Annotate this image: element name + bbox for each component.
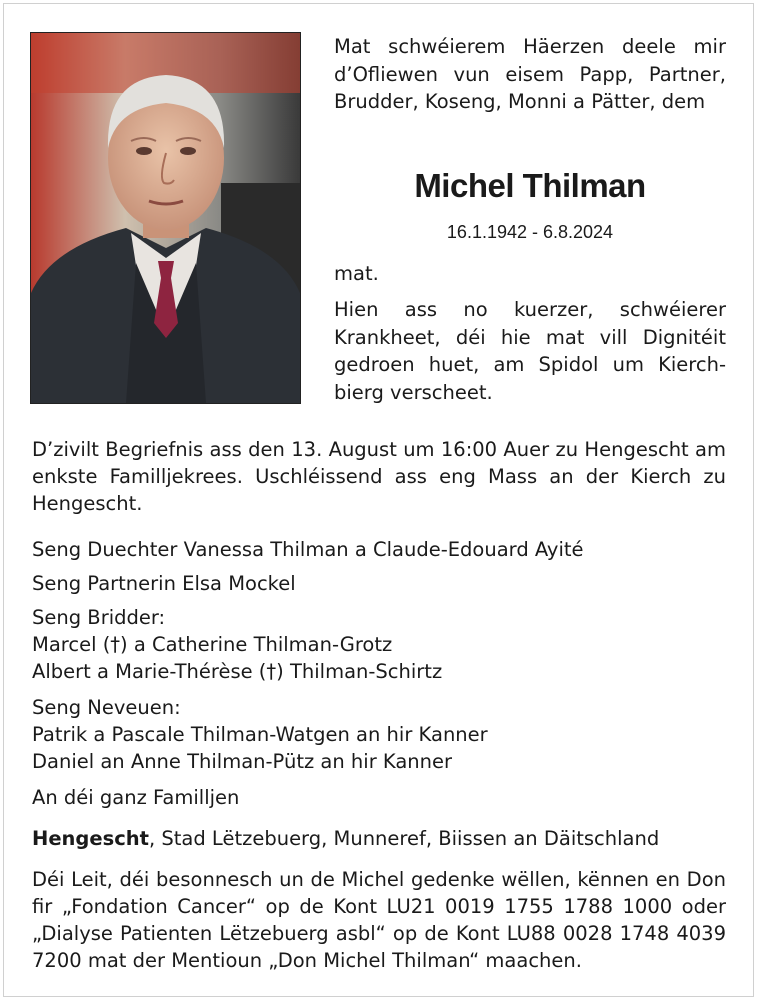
- mat-text: mat.: [334, 262, 379, 285]
- life-dates: 16.1.1942 - 6.8.2024: [446, 222, 614, 242]
- portrait-photo: [30, 32, 301, 404]
- daughter-line: Seng Duechter Vanessa Thilman a Claude-Edouard Ayité: [32, 538, 584, 561]
- nephew-line: Daniel an Anne Thilman-Pütz an hir Kanner: [32, 750, 453, 773]
- nephew-line: Patrik a Pascale Thilman-Watgen an hir Kanner: [32, 723, 488, 746]
- partner-line: Seng Partnerin Elsa Mockel: [32, 572, 296, 595]
- nephews-heading: Seng Neveuen:: [32, 696, 181, 719]
- family-line: An déi ganz Familljen: [32, 786, 240, 809]
- brothers-block: [32, 604, 726, 685]
- brothers-heading: Seng Bridder:: [32, 606, 166, 629]
- place-line: [32, 825, 726, 852]
- deceased-name: Michel Thilman: [414, 167, 646, 204]
- illness-text: Hien ass no kuerzer, schwéierer Krankheet, déi hie mat vill Dignitéit gedroen huet, am Spidol um Kierchbierg verscheet.: [334, 298, 726, 404]
- brother-line: Albert a Marie-Thérèse (†) Thilman-Schirtz: [32, 660, 443, 683]
- place-town: Hengescht: [32, 827, 149, 850]
- place-rest: , Stad Lëtzebuerg, Munneref, Biissen an Däitschland: [148, 827, 660, 850]
- donation-text: Déi Leit, déi besonnesch un de Michel gedenke wëllen, kënnen en Don fir „Fondation Cancer“ op de Kont LU21 0019 1755 1788 1000 oder „Dialyse Patienten Lëtzebuerg asbl“ op de Kont LU88 0028 1748 4039 7200 mat der Mentioun „Don Michel Thilman“ maachen.: [32, 868, 726, 972]
- nephews-block: [32, 694, 726, 775]
- intro-text: Mat schwéierem Häerzen deele mir d’Ofliewen vun eisem Papp, Partner, Brudder, Koseng, Monni a Pätter, dem: [334, 35, 726, 113]
- funeral-notice: D’zivilt Begriefnis ass den 13. August um 16:00 Auer zu Hengescht am enkste Familljekrees. Uschléissend ass eng Mass an der Kierch zu Hengescht.: [32, 438, 726, 515]
- brother-line: Marcel (†) a Catherine Thilman-Grotz: [32, 633, 393, 656]
